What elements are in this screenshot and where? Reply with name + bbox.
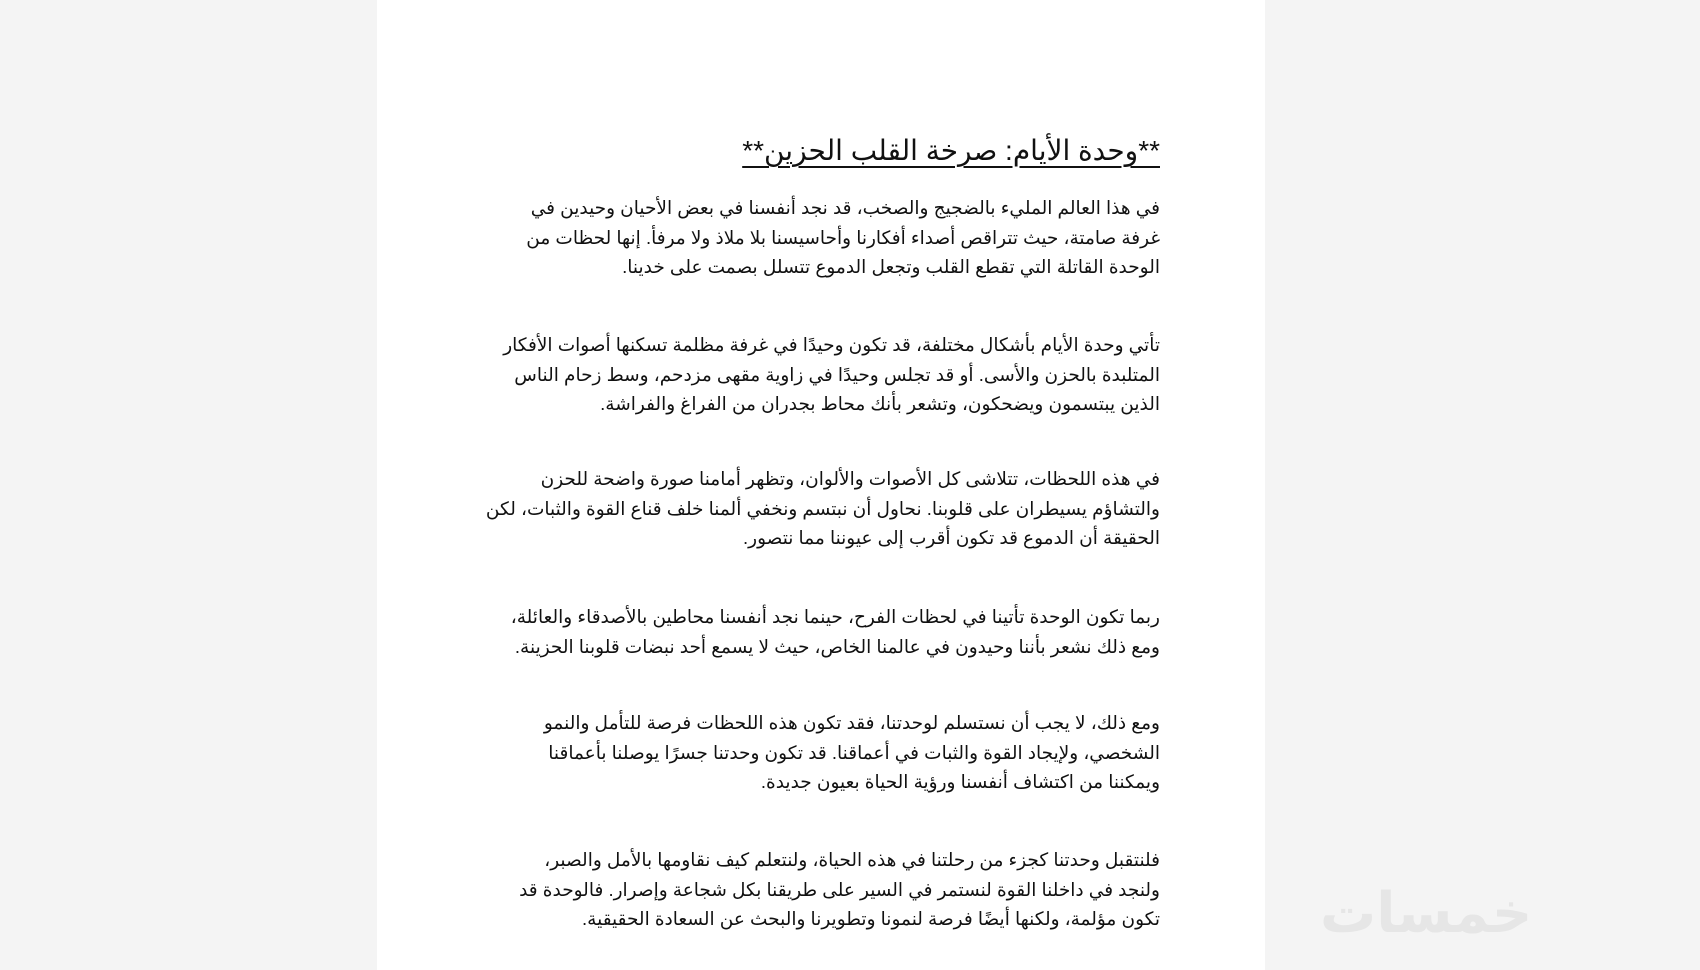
paragraph-line: غرفة صامتة، حيث تتراقص أصداء أفكارنا وأحاسيسنا بلا ملاذ ولا مرفأ. إنها لحظات من: [526, 226, 1160, 248]
paragraph-6: [480, 845, 1160, 934]
paragraph-line: ربما تكون الوحدة تأتينا في لحظات الفرح، حينما نجد أنفسنا محاطين بالأصدقاء والعائلة،: [510, 606, 1160, 627]
paragraph-line: الحقيقة أن الدموع قد تكون أقرب إلى عيوننا مما نتصور.: [743, 527, 1160, 548]
paragraph-line: المتلبدة بالحزن والأسى. أو قد تجلس وحيدًا في زاوية مقهى مزدحم، وسط زحام الناس: [514, 363, 1160, 385]
paragraph-line: والتشاؤم يسيطران على قلوبنا. نحاول أن نبتسم ونخفي ألمنا خلف قناع القوة والثبات، لكن: [485, 497, 1160, 519]
paragraph-line: في هذه اللحظات، تتلاشى كل الأصوات والألوان، وتظهر أمامنا صورة واضحة للحزن: [540, 468, 1160, 489]
document-title: **وحدة الأيام: صرخة القلب الحزين**: [742, 135, 1160, 166]
document-page: [377, 0, 1265, 970]
paragraph-line: الذين يبتسمون ويضحكون، وتشعر بأنك محاط بجدران من الفراغ والفراشة.: [600, 393, 1160, 414]
paragraph-line: ومع ذلك، لا يجب أن نستسلم لوحدتنا، فقد تكون هذه اللحظات فرصة للتأمل والنمو: [543, 712, 1160, 733]
paragraph-2: [480, 330, 1160, 419]
paragraph-1: [480, 193, 1160, 282]
paragraph-line: تكون مؤلمة، ولكنها أيضًا فرصة لنمونا وتطويرنا والبحث عن السعادة الحقيقية.: [582, 908, 1160, 929]
paragraph-line: في هذا العالم المليء بالضجيج والصخب، قد نجد أنفسنا في بعض الأحيان وحيدين في: [530, 197, 1160, 218]
paragraph-line: ومع ذلك نشعر بأننا وحيدون في عالمنا الخاص، حيث لا يسمع أحد نبضات قلوبنا الحزينة.: [514, 635, 1160, 657]
paragraph-line: ويمكننا من اكتشاف أنفسنا ورؤية الحياة بعيون جديدة.: [760, 771, 1160, 792]
paragraph-5: [480, 708, 1160, 797]
paragraph-line: ولنجد في داخلنا القوة لنستمر في السير على طريقنا بكل شجاعة وإصرار. فالوحدة قد: [519, 878, 1160, 900]
paragraph-line: تأتي وحدة الأيام بأشكال مختلفة، قد تكون وحيدًا في غرفة مظلمة تسكنها أصوات الأفكار: [503, 334, 1160, 355]
watermark-logo: خمسات: [1320, 881, 1533, 944]
paragraph-line: فلنتقبل وحدتنا كجزء من رحلتنا في هذه الحياة، ولنتعلم كيف نقاومها بالأمل والصبر،: [544, 849, 1160, 870]
paragraph-line: الوحدة القاتلة التي تقطع القلب وتجعل الدموع تتسلل بصمت على خدينا.: [622, 256, 1160, 277]
paragraph-3: [480, 464, 1160, 553]
paragraph-4: [480, 602, 1160, 661]
paragraph-line: الشخصي، ولإيجاد القوة والثبات في أعماقنا. قد تكون وحدتنا جسرًا يوصلنا بأعماقنا: [548, 741, 1160, 763]
